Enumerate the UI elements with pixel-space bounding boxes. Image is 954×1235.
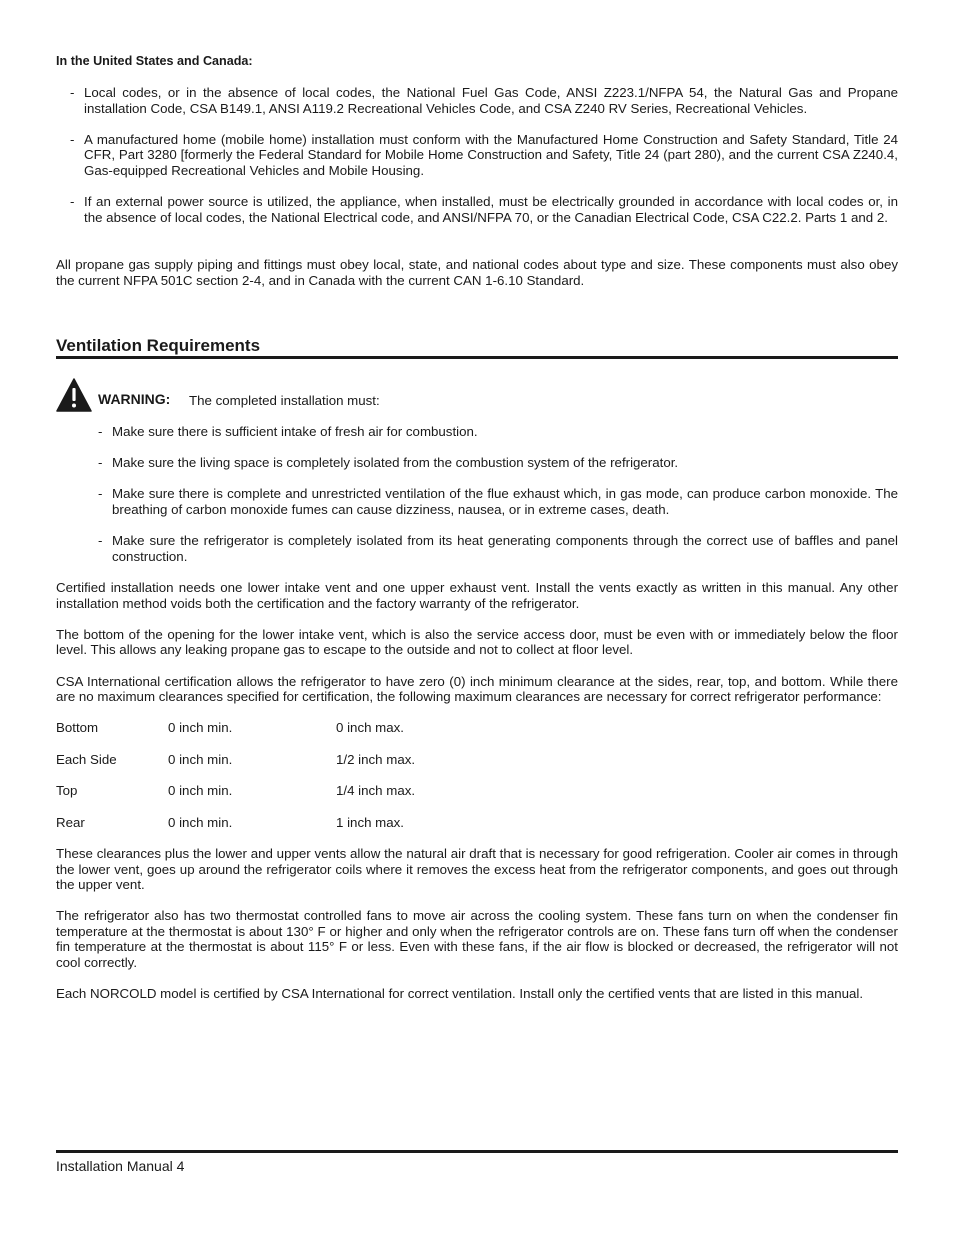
region-subheading: In the United States and Canada: [56,54,253,68]
list-item-text: If an external power source is utilized, the appliance, when installed, must be electrically grounded in accordance with local codes or, in the absence of local codes, the National Electrical code, and ANSI/NFPA 70, or the Canadian Electrical Code, CSA C22.2. Parts 1 and 2. [84,194,898,225]
clearance-min: 0 inch min. [168,814,233,830]
norcold-certification-paragraph: Each NORCOLD model is certified by CSA International for correct ventilation. Install only the certified vents that are listed in this manual. [56,986,864,1002]
list-dash: - [98,486,103,502]
clearance-location: Top [56,783,78,799]
list-item [56,455,898,471]
warning-callout [56,378,898,414]
list-item-text: Make sure the living space is completely isolated from the combustion system of the refrigerator. [112,455,679,471]
list-dash: - [70,85,75,100]
clearance-min: 0 inch min. [168,751,233,767]
clearance-row [56,720,898,736]
intake-vent-paragraph: The bottom of the opening for the lower intake vent, which is also the service access door, must be even with or immediately below the floor level. This allows any leaking propane gas to escape to the outside and not to collect at floor level. [56,626,898,658]
section-divider [56,356,898,359]
list-item [56,132,898,179]
clearance-max: 1/2 inch max. [336,751,416,767]
clearance-location: Rear [56,814,85,830]
clearance-row [56,783,898,799]
list-item-text: Local codes, or in the absence of local codes, the National Fuel Gas Code, ANSI Z223.1/NFPA 54, the Natural Gas and Propane installation Code, CSA B149.1, ANSI A119.2 Recreational Vehicles Code, and CSA Z240 RV Series, Recreational Vehicles. [84,85,898,116]
list-dash: - [70,194,75,210]
certified-installation-paragraph: Certified installation needs one lower intake vent and one upper exhaust vent. Install the vents exactly as written in this manual. Any other installation method voids both the certification and the factory warranty of the refrigerator. [56,580,898,611]
page-footer: Installation Manual 4 [56,1158,185,1174]
installation-requirements-list [56,424,898,580]
clearance-max: 0 inch max. [336,720,404,736]
clearance-location: Each Side [56,751,117,767]
list-dash: - [70,131,75,147]
list-item [56,194,898,225]
list-item-text: Make sure there is sufficient intake of fresh air for combustion. [112,424,478,439]
warning-text: The completed installation must: [189,393,380,408]
list-item [56,486,898,517]
list-dash: - [98,455,103,471]
warning-triangle-icon [56,378,92,412]
csa-clearance-paragraph: CSA International certification allows the refrigerator to have zero (0) inch minimum clearance at the sides, rear, top, and bottom. While there are no maximum clearances specified for certification, the following maximum clearances are necessary for correct refrigerator performance: [56,673,898,705]
list-dash: - [98,533,103,549]
list-item [56,424,898,440]
clearance-location: Bottom [56,720,99,736]
list-item [56,85,898,116]
propane-piping-paragraph: All propane gas supply piping and fittings must obey local, state, and national codes about type and size. These components must also obey the current NFPA 501C section 2-4, and in Canada with the current CAN 1-6.10 Standard. [56,257,898,288]
clearance-min: 0 inch min. [168,720,233,736]
warning-label: WARNING: [98,391,171,407]
code-requirements-list [56,85,898,241]
list-item [56,533,898,564]
list-dash: - [98,424,103,439]
clearance-row [56,815,898,831]
clearance-min: 0 inch min. [168,783,233,799]
clearance-row [56,752,898,768]
section-title: Ventilation Requirements [56,336,261,355]
clearance-table [56,720,898,830]
clearance-max: 1 inch max. [336,814,404,830]
list-item-text: A manufactured home (mobile home) installation must conform with the Manufactured Home Construction and Safety Standard, Title 24 CFR, Part 3280 [formerly the Federal Standard for Mobile Home Construction and Safety, Title 24 (part 280), and the current CSA Z240.4, Gas-equipped Recreational Vehicles and Mobile Housing. [84,131,898,178]
thermostat-fans-paragraph: The refrigerator also has two thermostat controlled fans to move air across the cooling system. These fans turn on when the condenser fin temperature at the thermostat is about 130° F or higher and only when the refrigerator controls are on. These fans turn off when the condenser fin temperature at the thermostat is about 115° F or less. Even with these fans, if the air flow is blocked or decreased, the refrigerator will not cool correctly. [56,908,898,971]
clearance-max: 1/4 inch max. [336,783,416,799]
list-item-text: Make sure there is complete and unrestricted ventilation of the flue exhaust which, in gas mode, can produce carbon monoxide. The breathing of carbon monoxide fumes can cause dizziness, nausea, or in extreme cases, death. [112,486,898,517]
list-item-text: Make sure the refrigerator is completely isolated from its heat generating components through the correct use of baffles and panel construction. [112,533,898,564]
air-draft-paragraph: These clearances plus the lower and upper vents allow the natural air draft that is necessary for good refrigeration. Cooler air comes in through the lower vent, goes up around the refrigerator coils where it removes the excess heat from the refrigerator components, and goes out through the upper vent. [56,845,898,893]
ventilation-body [56,580,898,1017]
footer-divider [56,1150,898,1153]
